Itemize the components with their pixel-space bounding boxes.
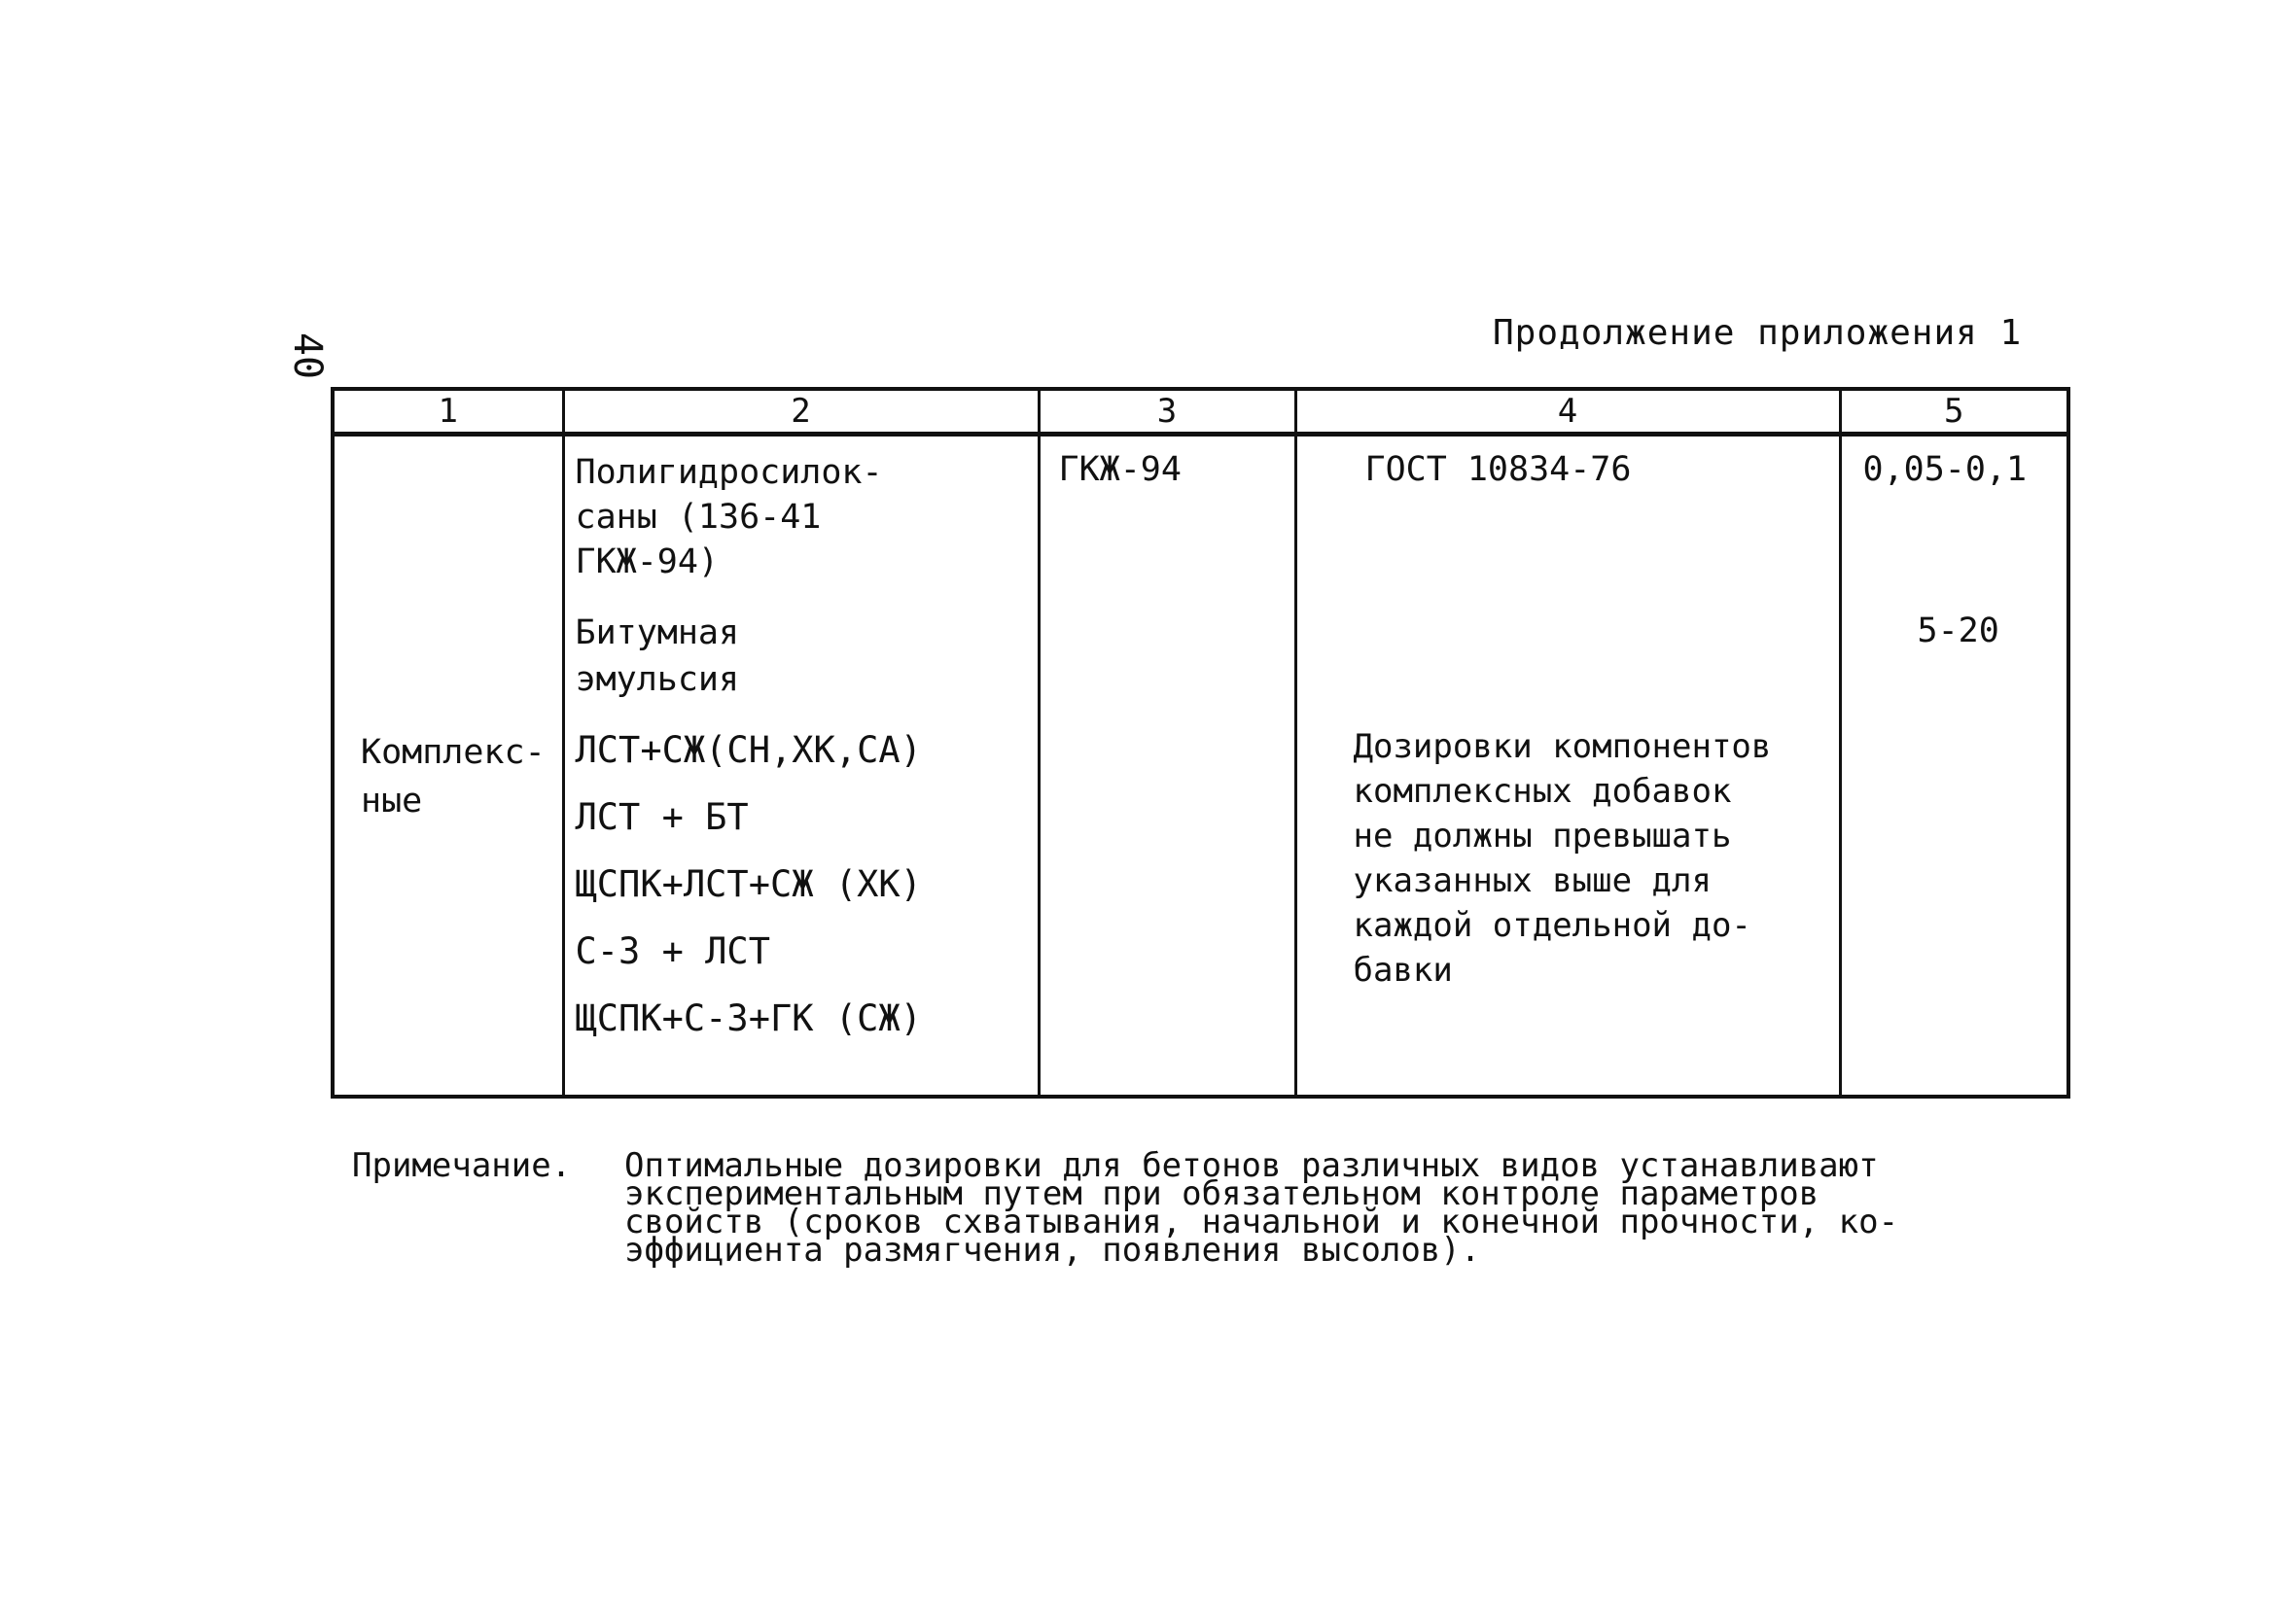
formula-item: С-3 + ЛСТ xyxy=(575,930,770,972)
formula-item: ЩСПК+ЛСТ+СЖ (ХК) xyxy=(575,863,922,905)
additive-line: эмульсия xyxy=(575,660,740,699)
page-number: 40 xyxy=(285,332,331,380)
continuation-heading: Продолжение приложения 1 xyxy=(1493,313,2023,353)
group-name-line: ные xyxy=(361,782,423,821)
formula-item: ЛСТ + БТ xyxy=(575,796,749,838)
dosage-note-line: бавки xyxy=(1353,951,1453,990)
additive-line: Битумная xyxy=(575,613,740,652)
additive-line: ГКЖ-94) xyxy=(575,542,720,581)
footnote-line: экспериментальным путем при обязательном контроле параметров xyxy=(624,1174,1819,1213)
dosage-note-line: комплексных добавок xyxy=(1353,772,1732,811)
column-header-5: 5 xyxy=(1840,389,2068,435)
footnote-line: свойств (сроков схватывания, начальной и конечной прочности, ко- xyxy=(624,1203,1899,1241)
standard-reference: ГОСТ 10834-76 xyxy=(1364,450,1632,489)
dosage-note-line: указанных выше для xyxy=(1353,861,1712,900)
table-header-row xyxy=(333,389,2068,435)
complex-additive-formulas xyxy=(576,716,922,1052)
footnote-label: Примечание. xyxy=(352,1146,572,1185)
appendix-table xyxy=(331,387,2070,1099)
designation: ГКЖ-94 xyxy=(1058,450,1182,489)
cell-col-1 xyxy=(333,435,563,1098)
column-header-4: 4 xyxy=(1295,389,1840,435)
dosage-value: 0,05-0,1 xyxy=(1862,450,2028,489)
column-header-3: 3 xyxy=(1039,389,1295,435)
additive-polyhydrosiloxanes xyxy=(576,450,883,584)
group-name xyxy=(361,728,546,825)
group-name-line: Комплекс- xyxy=(361,733,546,772)
footnote-line: Оптимальные дозировки для бетонов различных видов устанавливают xyxy=(624,1146,1879,1185)
cell-col-3 xyxy=(1039,435,1295,1098)
cell-col-5 xyxy=(1840,435,2068,1098)
footnote-line: эффициента размягчения, появления высолов). xyxy=(624,1231,1481,1270)
table-row xyxy=(333,435,2068,1098)
dosage-note-line: Дозировки компонентов xyxy=(1353,727,1772,766)
column-header-2: 2 xyxy=(563,389,1039,435)
footnote xyxy=(352,1146,1899,1270)
formula-item: ЩСПК+С-3+ГК (СЖ) xyxy=(575,997,922,1039)
formula-item: ЛСТ+СЖ(СН,ХК,СА) xyxy=(575,729,922,771)
dosage-note-line: каждой отдельной до- xyxy=(1353,906,1751,945)
additive-line: Полигидросилок- xyxy=(575,453,883,492)
dosage-value: 5-20 xyxy=(1917,611,1999,650)
cell-col-4 xyxy=(1295,435,1840,1098)
dosage-note xyxy=(1354,724,1772,993)
dosage-note-line: не должны превышать xyxy=(1353,817,1732,856)
additive-bitumen-emulsion xyxy=(576,610,740,703)
additive-line: саны (136-41 xyxy=(575,498,822,537)
column-header-1: 1 xyxy=(333,389,563,435)
cell-col-2 xyxy=(563,435,1039,1098)
